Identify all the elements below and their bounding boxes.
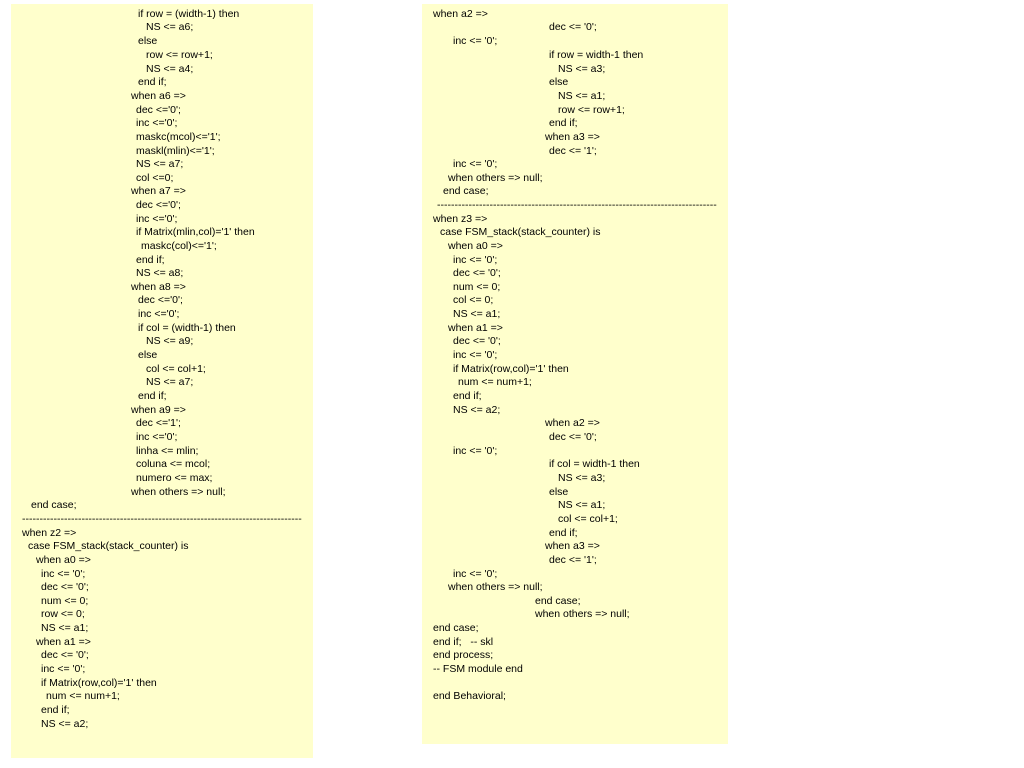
right-code-line: end if; [549,117,578,129]
left-code-line: inc <='0'; [136,117,178,129]
left-code-line: maskc(col)<='1'; [141,240,217,252]
left-code-line: dec <= '0'; [41,581,89,593]
right-code-line: when others => null; [448,172,543,184]
right-code-line: num <= 0; [453,281,501,293]
left-code-line: dec <='0'; [138,294,183,306]
right-code-line: when others => null; [535,608,630,620]
left-code-line: inc <='0'; [136,213,178,225]
right-code-line: when a2 => [433,8,488,20]
left-code-line: NS <= a2; [41,718,89,730]
right-code-line: NS <= a1; [558,90,606,102]
left-code-line: coluna <= mcol; [136,458,211,470]
right-code-line: when a3 => [545,131,600,143]
right-code-line: inc <= '0'; [453,445,498,457]
left-code-line: end if; [138,76,167,88]
left-code-line: end if; [136,254,165,266]
right-code-line: else [549,486,569,498]
left-code-line: when z2 => [22,527,77,539]
left-code-line: when others => null; [131,486,226,498]
right-code-line: end if; [549,527,578,539]
right-code-line: if Matrix(row,col)='1' then [453,363,569,375]
left-code-line: inc <= '0'; [41,663,86,675]
left-code-line: inc <='0'; [136,431,178,443]
right-code-line: dec <= '1'; [549,554,597,566]
right-code-line: inc <= '0'; [453,158,498,170]
left-code-line: end case; [31,499,77,511]
left-code-line: linha <= mlin; [136,445,199,457]
left-code-line: inc <= '0'; [41,568,86,580]
left-code-line: row <= row+1; [146,49,213,61]
left-code-line: when a7 => [131,185,186,197]
right-code-line: dec <= '0'; [549,21,597,33]
left-code-line: num <= 0; [41,595,89,607]
right-code-line: NS <= a1; [558,499,606,511]
left-code-line: NS <= a9; [146,335,194,347]
left-code-line: -------------------------------------------------------------------------------- [22,513,302,525]
right-code-line: end case; [443,185,489,197]
left-code-line: NS <= a1; [41,622,89,634]
right-code-line: end case; [535,595,581,607]
left-code-line: num <= num+1; [46,690,120,702]
right-code-line: NS <= a3; [558,472,606,484]
right-code-line: col <= 0; [453,294,494,306]
right-code-line: when z3 => [433,213,488,225]
right-code-line: NS <= a3; [558,63,606,75]
left-code-line: when a1 => [36,636,91,648]
right-code-line: if col = width-1 then [549,458,640,470]
left-code-line: row <= 0; [41,608,85,620]
right-code-line: dec <= '0'; [453,335,501,347]
left-code-line: dec <='1'; [136,417,181,429]
right-code-line: inc <= '0'; [453,35,498,47]
right-code-line: NS <= a1; [453,308,501,320]
right-code-line: inc <= '0'; [453,568,498,580]
right-code-line: end process; [433,649,494,661]
right-code-line: inc <= '0'; [453,254,498,266]
left-code-line: dec <='0'; [136,199,181,211]
left-code-line: end if; [41,704,70,716]
left-code-line: maskc(mcol)<='1'; [136,131,221,143]
left-code-line: when a0 => [36,554,91,566]
right-code-line: when a3 => [545,540,600,552]
right-code-line: row <= row+1; [558,104,625,116]
right-code-line: end if; -- skl [433,636,494,648]
left-code-line: NS <= a8; [136,267,184,279]
left-code-line: NS <= a7; [136,158,184,170]
right-code-line: end if; [453,390,482,402]
left-code-line: if row = (width-1) then [138,8,240,20]
right-code-line: when a2 => [545,417,600,429]
right-code-line: dec <= '0'; [453,267,501,279]
left-code-line: NS <= a6; [146,21,194,33]
right-code-line: col <= col+1; [558,513,618,525]
left-code-line: case FSM_stack(stack_counter) is [28,540,189,552]
left-code-line: inc <='0'; [138,308,180,320]
left-code-line: numero <= max; [136,472,213,484]
left-code-line: NS <= a7; [146,376,194,388]
left-code-line: NS <= a4; [146,63,194,75]
right-code-line: case FSM_stack(stack_counter) is [440,226,601,238]
right-code-line: num <= num+1; [458,376,532,388]
left-code-line: col <=0; [136,172,174,184]
right-code-line: when others => null; [448,581,543,593]
left-code-line: col <= col+1; [146,363,206,375]
left-code-line: if col = (width-1) then [138,322,236,334]
right-code-line: -------------------------------------------------------------------------------- [437,199,717,211]
right-code-line: end Behavioral; [433,690,506,702]
left-code-line: dec <='0'; [136,104,181,116]
left-code-line: else [138,35,158,47]
left-code-line: when a9 => [131,404,186,416]
right-code-line: dec <= '1'; [549,145,597,157]
right-code-line: else [549,76,569,88]
right-code-line: inc <= '0'; [453,349,498,361]
right-code-line: dec <= '0'; [549,431,597,443]
right-code-line: when a1 => [448,322,503,334]
left-code-line: if Matrix(mlin,col)='1' then [136,226,255,238]
right-code-line: if row = width-1 then [549,49,644,61]
right-code-line: -- FSM module end [433,663,523,675]
right-code-line: when a0 => [448,240,503,252]
right-code-line: NS <= a2; [453,404,501,416]
left-code-line: else [138,349,158,361]
left-code-line: dec <= '0'; [41,649,89,661]
left-code-line: if Matrix(row,col)='1' then [41,677,157,689]
left-code-line: when a8 => [131,281,186,293]
left-code-line: when a6 => [131,90,186,102]
right-code-line: end case; [433,622,479,634]
left-code-line: end if; [138,390,167,402]
left-code-line: maskl(mlin)<='1'; [136,145,215,157]
